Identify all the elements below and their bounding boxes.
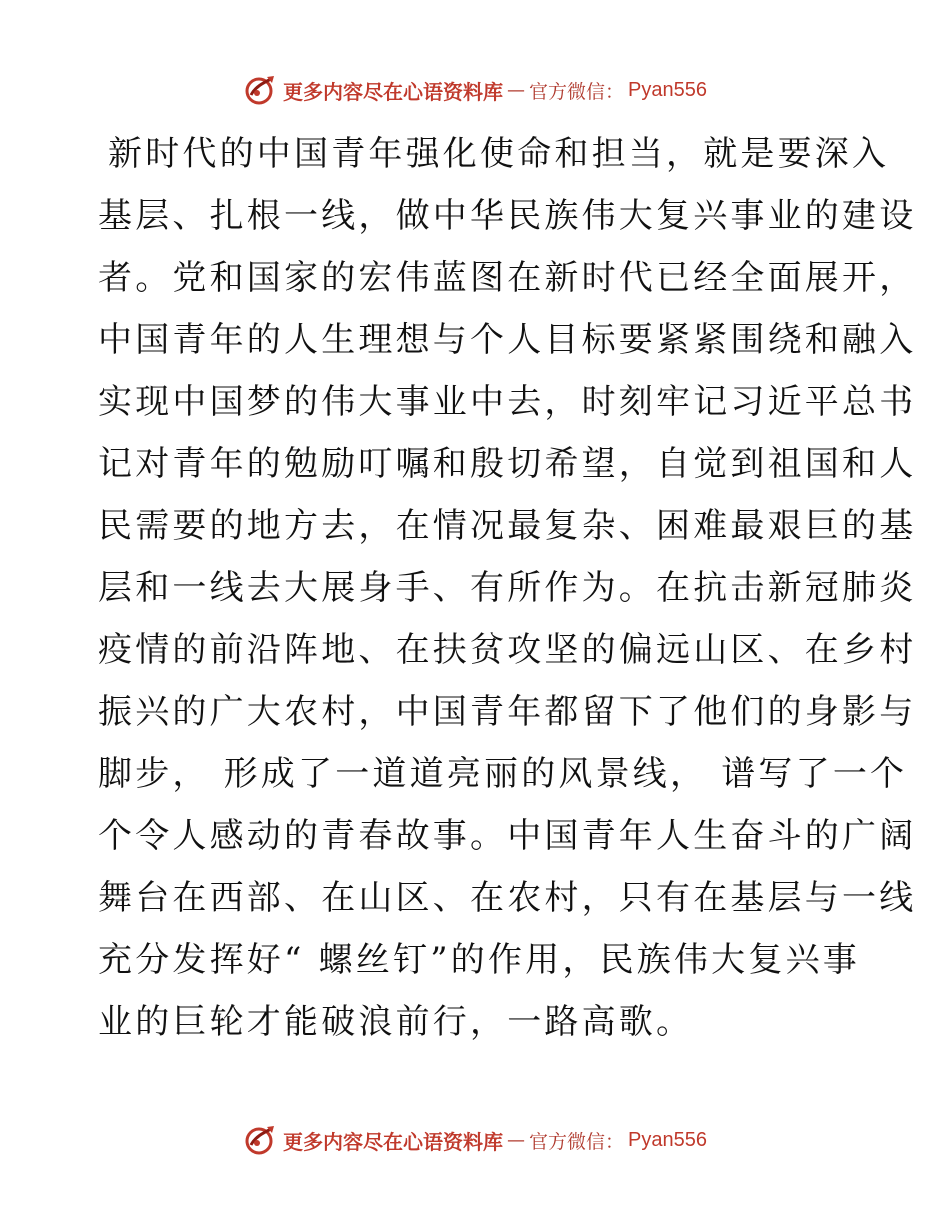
body-line: 脚步， 形成了一道道亮丽的风景线， 谱写了一个 <box>98 754 908 794</box>
pen-swirl-logo-icon <box>243 73 277 107</box>
body-line: 疫情的前沿阵地、在扶贫攻坚的偏远山区、在乡村 <box>98 630 917 670</box>
body-line: 实现中国梦的伟大事业中去，时刻牢记习近平总书 <box>98 382 917 422</box>
body-line: 民需要的地方去，在情况最复杂、困难最艰巨的基 <box>98 506 917 546</box>
header-banner <box>0 70 950 110</box>
header-wechat-id: Pyan556 <box>628 78 707 101</box>
header-wechat-label: 官方微信： <box>529 80 625 103</box>
footer-wechat-id: Pyan556 <box>628 1128 707 1151</box>
body-line: 业的巨轮才能破浪前行，一路高歌。 <box>98 1002 694 1042</box>
body-line: 舞台在西部、在山区、在农村，只有在基层与一线 <box>98 878 917 918</box>
body-line: 中国青年的人生理想与个人目标要紧紧围绕和融入 <box>98 320 917 360</box>
footer-banner <box>0 1120 950 1160</box>
footer-wechat-label: 官方微信： <box>529 1130 625 1153</box>
body-line: 个令人感动的青春故事。中国青年人生奋斗的广阔 <box>98 816 917 856</box>
body-line: 振兴的广大农村，中国青年都留下了他们的身影与 <box>98 692 917 732</box>
body-line: 新时代的中国青年强化使命和担当，就是要深入 <box>108 134 890 174</box>
body-line: 层和一线去大展身手、有所作为。在抗击新冠肺炎 <box>98 568 917 608</box>
pen-swirl-logo-icon <box>243 1123 277 1157</box>
body-line: 记对青年的勉励叮嘱和殷切希望，自觉到祖国和人 <box>98 444 917 484</box>
body-line: 者。党和国家的宏伟蓝图在新时代已经全面展开， <box>98 258 917 298</box>
header-dash: — <box>507 79 525 101</box>
footer-dash: — <box>507 1129 525 1151</box>
header-brand-text: 更多内容尽在心语资料库 <box>283 79 503 104</box>
body-line: 基层、扎根一线，做中华民族伟大复兴事业的建设 <box>98 196 917 236</box>
body-text <box>98 123 917 1053</box>
body-line: 充分发挥好“ 螺丝钉”的作用，民族伟大复兴事 <box>98 940 860 980</box>
footer-brand-text: 更多内容尽在心语资料库 <box>283 1129 503 1154</box>
